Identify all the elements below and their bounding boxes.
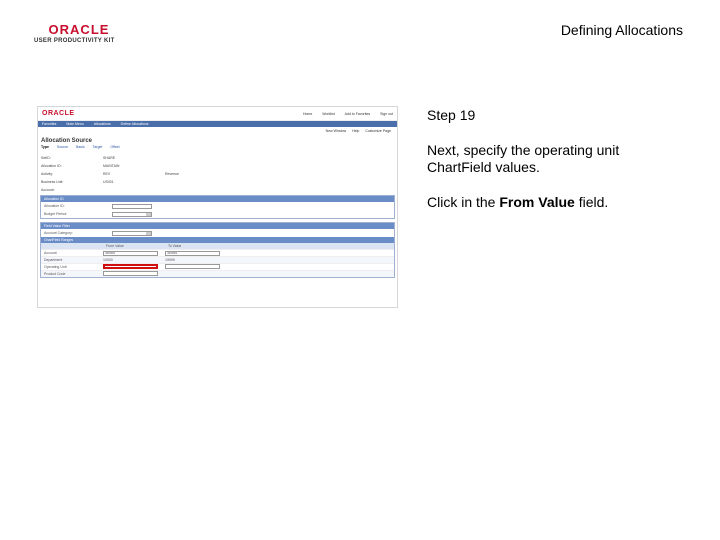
table-row (41, 256, 394, 263)
section-row (41, 229, 394, 237)
step-action (427, 194, 687, 211)
field-value: MAINTAIN (103, 164, 120, 168)
menu-allocations[interactable]: Allocations (93, 122, 111, 126)
action-target: From Value (499, 194, 575, 210)
field-value: REV (103, 172, 111, 176)
action-suffix: field. (574, 194, 609, 210)
row-name: Account (44, 251, 57, 255)
key-fields (38, 156, 397, 192)
field-desc: Revenue (165, 172, 180, 176)
operating-unit-to-value-input[interactable] (165, 264, 220, 269)
toolbar-help[interactable]: Help (352, 129, 360, 133)
oracle-upk-logo (34, 22, 124, 44)
app-header (38, 107, 397, 121)
row-name: Product Code (44, 272, 66, 276)
row-name: Operating Unit (44, 265, 67, 269)
table-row (41, 270, 394, 277)
field-value: US001 (103, 180, 114, 184)
allocation-id-input[interactable] (112, 204, 152, 209)
field-value: SHARE (103, 156, 116, 160)
link-worklist[interactable]: Worklist (322, 112, 335, 116)
menu-define[interactable]: Define Allocations (120, 122, 149, 126)
menu-favorites[interactable]: Favorites (42, 122, 57, 126)
field-label: Allocation ID: (41, 164, 62, 168)
table-row (41, 249, 394, 256)
app-top-links (303, 112, 393, 116)
tab-target[interactable]: Target (92, 145, 103, 149)
slide-title: Defining Allocations (560, 22, 683, 38)
tab-type[interactable]: Type (41, 145, 49, 149)
link-home[interactable]: Home (302, 112, 313, 116)
section-header: Allocation ID (41, 196, 394, 202)
field-desc (165, 180, 265, 184)
product-from-value-input[interactable] (103, 271, 158, 276)
app-toolbar (38, 127, 397, 135)
field-desc (165, 188, 265, 192)
operating-unit-from-value-input[interactable] (103, 264, 158, 269)
to-value-input[interactable]: 420999 (165, 251, 220, 256)
step-instructions (427, 107, 687, 229)
account-category-select[interactable] (112, 231, 152, 236)
to-value-text: 19999 (165, 258, 175, 262)
allocation-id-section (40, 195, 395, 219)
grid-col-to: To Value (168, 244, 182, 248)
section-row (41, 210, 394, 218)
budget-period-select[interactable] (112, 212, 152, 217)
toolbar-new-window[interactable]: New Window (325, 129, 347, 133)
row-label: Allocation ID: (44, 204, 65, 208)
action-prefix: Click in the (427, 194, 500, 210)
row-name: Department (44, 258, 63, 262)
tab-offset[interactable]: Offset (110, 145, 120, 149)
row-label: Account Category: (44, 231, 73, 235)
tab-source[interactable]: Source (56, 145, 69, 149)
section-header: Field Value Filter (41, 223, 394, 229)
from-value-text: 10000 (103, 258, 113, 262)
from-value-input[interactable]: 420000 (103, 251, 158, 256)
row-label: Budget Period: (44, 212, 68, 216)
app-brand: ORACLE (42, 110, 75, 117)
page-heading: Allocation Source (41, 138, 93, 144)
application-screenshot (37, 106, 398, 308)
step-instruction: Next, specify the operating unit ChartField values. (427, 142, 620, 175)
grid-body (41, 249, 394, 277)
link-add-favorites[interactable]: Add to Favorites (344, 112, 371, 116)
table-row (41, 263, 394, 270)
logo-subtitle: USER PRODUCTIVITY KIT (34, 38, 115, 44)
link-sign-out[interactable]: Sign out (380, 112, 393, 116)
step-title: Step 19 (427, 107, 476, 123)
section-row (41, 202, 394, 210)
field-label: Business Unit: (41, 180, 64, 184)
page-tabs (38, 145, 397, 149)
grid-title: ChartField Ranges (41, 237, 394, 243)
grid-col-from: From Value (106, 244, 124, 248)
tab-basis[interactable]: Basis (76, 145, 85, 149)
logo-word: ORACLE (48, 22, 110, 37)
field-label: SetID: (41, 156, 51, 160)
field-desc (165, 164, 265, 168)
grid-col-name (41, 243, 103, 249)
field-label: Account: (41, 188, 55, 192)
field-desc (165, 156, 265, 160)
field-value-filter-section (40, 222, 395, 278)
toolbar-customize[interactable]: Customize Page (365, 129, 391, 133)
field-value (103, 188, 165, 192)
menu-main[interactable]: Main Menu (66, 122, 84, 126)
field-label: Activity: (41, 172, 54, 176)
